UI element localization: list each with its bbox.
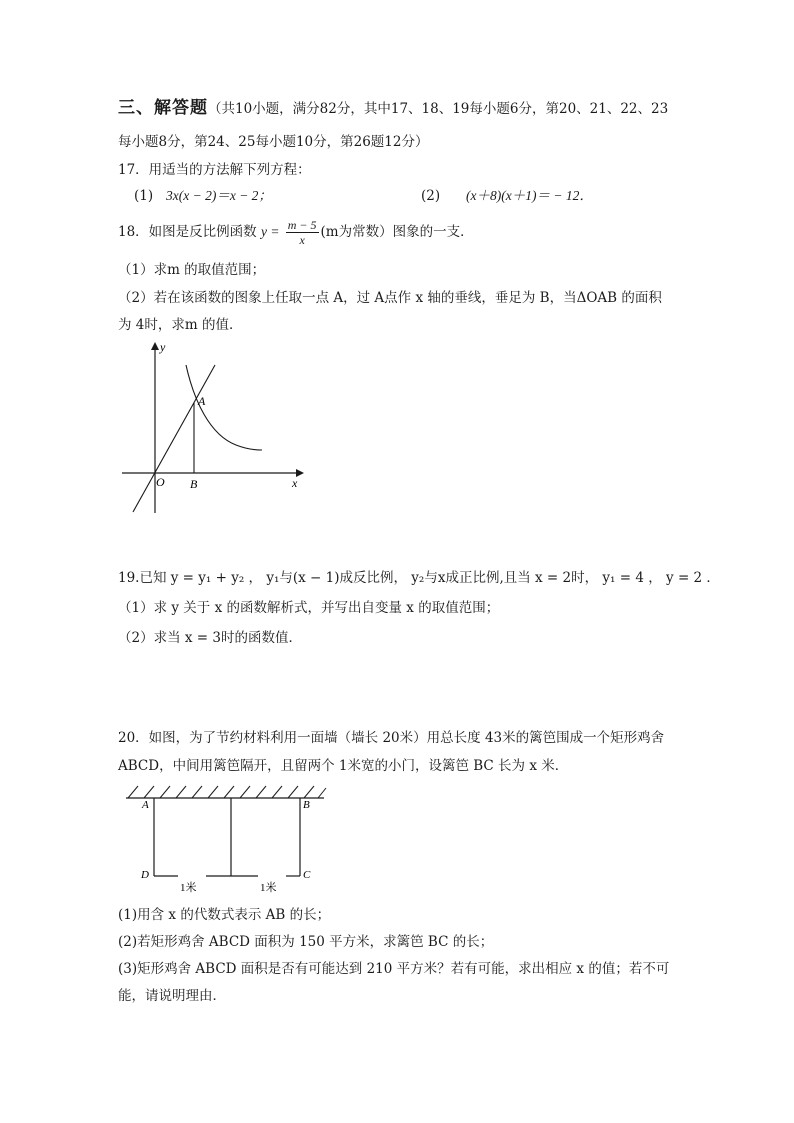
q18-fraction (286, 218, 319, 247)
corner-a-label: A (142, 799, 149, 811)
q20-enclosure-figure (118, 780, 338, 898)
door-2-label: 1米 (260, 882, 277, 894)
point-b-label: B (190, 477, 198, 491)
q20-sub2: (2)若矩形鸡舍 ABCD 面积为 150 平方米，求篱笆 BC 的长； (118, 934, 494, 950)
wall-hatching (128, 786, 326, 798)
q20-sub3-line1: (3)矩形鸡舍 ABCD 面积是否有可能达到 210 平方米？若有可能，求出相应 x 的值；若不可 (118, 961, 670, 977)
q18-sub2-line1: （2）若在该函数的图象上任取一点 A，过 A点作 x 轴的垂线，垂足为 B，当ΔOAB 的面积 (118, 290, 662, 306)
q18-stem (118, 218, 474, 247)
q18-sub2-line2: 为 4时，求m 的值． (118, 317, 243, 333)
q19-sub1: （1）求 y 关于 x 的函数解析式，并写出自变量 x 的取值范围； (118, 600, 500, 616)
q18-stem-post: (m为常数）图象的一支． (320, 224, 474, 240)
corner-b-label: B (303, 799, 310, 811)
q18-stem-pre: 18．如图是反比例函数 (118, 224, 257, 240)
section-desc-2: 每小题8分，第24、25每小题10分，第26题12分） (118, 134, 429, 150)
q18-fraction-numerator: m − 5 (287, 218, 317, 232)
line-through-origin (133, 365, 215, 512)
q17-part1-number: (1) (134, 188, 154, 204)
q20-line2: ABCD，中间用篱笆隔开，且留两个 1米宽的小门，设篱笆 BC 长为 x 米． (118, 758, 569, 774)
q18-sub1: （1）求m 的取值范围； (118, 262, 266, 278)
point-a-label: A (198, 394, 206, 408)
corner-c-label: C (303, 869, 311, 881)
x-axis-label: x (292, 476, 298, 490)
q18-graph-figure (118, 335, 318, 520)
q20-sub1: (1)用含 x 的代数式表示 AB 的长； (118, 907, 331, 923)
section-title: 三、解答题 (118, 98, 208, 118)
q17-stem: 17．用适当的方法解下列方程： (118, 162, 311, 178)
q20-line1: 20．如图，为了节约材料利用一面墙（墙长 20米）用总长度 43米的篱笆围成一个矩形鸡舍 (118, 730, 665, 746)
q17-part2-number: (2) (421, 188, 441, 204)
q18-function-y: y = (260, 224, 280, 239)
section-header (118, 98, 668, 119)
origin-label: O (156, 475, 165, 489)
y-axis-arrow-icon (151, 342, 159, 350)
q18-fraction-denominator: x (299, 233, 305, 247)
q19-sub2: （2）求当 x = 3时的函数值． (118, 630, 302, 646)
door-1-label: 1米 (180, 882, 197, 894)
section-desc-1: （共10小题，满分82分，其中17、18、19每小题6分，第20、21、22、23 (208, 101, 669, 117)
q17-part1-equation: 3x(x − 2)＝x − 2； (166, 188, 272, 203)
q17-part2-equation: (x＋8)(x＋1)＝ − 12． (466, 188, 593, 203)
q19-line1: 19.已知 y = y₁ + y₂ ， y₁与(x − 1)成反比例， y₂与x成正比例,且当 x = 2时， y₁ = 4 ， y = 2 ． (118, 570, 720, 586)
y-axis-label: y (160, 340, 166, 354)
corner-d-label: D (141, 869, 149, 881)
q20-sub3-line2: 能，请说明理由． (118, 988, 226, 1004)
